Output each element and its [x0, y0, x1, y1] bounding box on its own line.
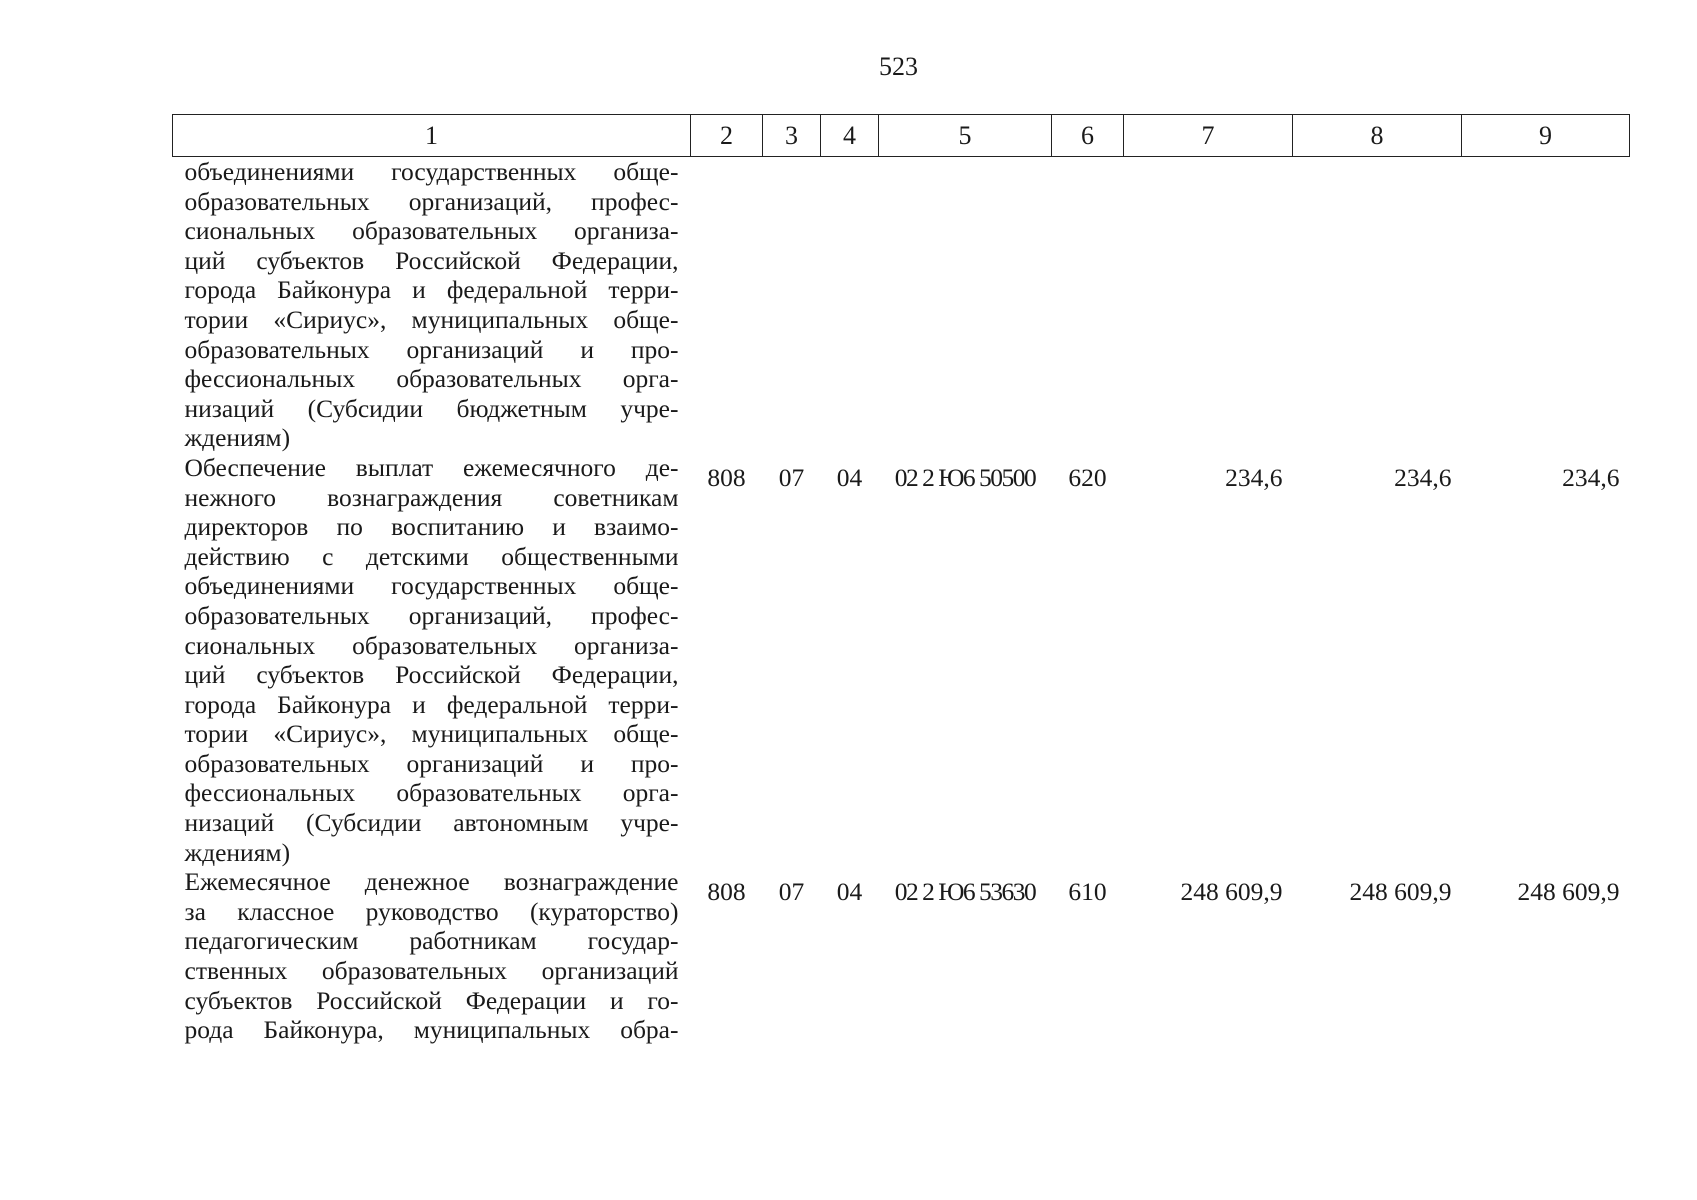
description-line: субъектов Российской Федерации и го- — [184, 985, 679, 1015]
column-header-7: 7 — [1124, 115, 1293, 157]
description-line: образовательных организаций и про- — [184, 334, 679, 364]
amount-col-7: 234,6 — [1225, 462, 1283, 492]
description-line: сиональных образовательных организа- — [184, 630, 679, 660]
column-header-8: 8 — [1293, 115, 1462, 157]
description-line: тории «Сириус», муниципальных обще- — [184, 304, 679, 334]
description-line: города Байконура и федеральной терри- — [184, 275, 679, 305]
column-header-6: 6 — [1052, 115, 1124, 157]
target-article-code — [879, 157, 1052, 453]
description-line: Ежемесячное денежное вознаграждение — [184, 867, 679, 897]
description-line: тории «Сириус», муниципальных обще- — [184, 719, 679, 749]
description-line: фессиональных образовательных орга- — [184, 364, 679, 394]
amount-col-7: 248 609,9 — [1180, 877, 1283, 907]
target-article-code: 02 2 Ю6 50500 — [894, 462, 1036, 492]
table-row — [173, 867, 1630, 1045]
description-line: действию с детскими общественными — [184, 541, 679, 571]
expense-type-code: 610 — [1068, 877, 1107, 907]
ministry-code: 808 — [707, 877, 746, 907]
description-line: Обеспечение выплат ежемесячного де- — [184, 452, 679, 482]
description-line: рода Байконура, муниципальных обра- — [184, 1015, 679, 1045]
expense-type-code — [1052, 157, 1124, 453]
subsection-code — [821, 157, 879, 453]
budget-table — [172, 114, 1630, 1045]
description-line: низаций (Субсидии автономным учре- — [184, 808, 679, 838]
target-article-code: 02 2 Ю6 53630 — [894, 877, 1036, 907]
table-row — [173, 157, 1630, 453]
header-row — [173, 115, 1630, 157]
amount-col-8: 234,6 — [1394, 462, 1452, 492]
description-line: ций субъектов Российской Федерации, — [184, 660, 679, 690]
row-description — [173, 867, 691, 1045]
subsection-code: 04 — [836, 462, 863, 492]
amount-col-9: 234,6 — [1562, 462, 1620, 492]
amount-col-9 — [1462, 157, 1630, 453]
description-line: низаций (Субсидии бюджетным учре- — [184, 393, 679, 423]
description-line: ждениям) — [184, 837, 291, 867]
expense-type-code: 620 — [1068, 462, 1107, 492]
column-header-5: 5 — [879, 115, 1052, 157]
table-row — [173, 453, 1630, 867]
column-header-1: 1 — [173, 115, 691, 157]
description-line: за классное руководство (кураторство) — [184, 896, 679, 926]
description-line: образовательных организаций, профес- — [184, 600, 679, 630]
description-line: ций субъектов Российской Федерации, — [184, 245, 679, 275]
description-line: нежного вознаграждения советникам — [184, 482, 679, 512]
column-header-4: 4 — [821, 115, 879, 157]
description-line: сиональных образовательных организа- — [184, 216, 679, 246]
amount-col-8: 248 609,9 — [1349, 877, 1452, 907]
subsection-code: 04 — [836, 877, 863, 907]
section-code: 07 — [778, 877, 805, 907]
ministry-code — [691, 157, 763, 453]
section-code: 07 — [778, 462, 805, 492]
row-description — [173, 453, 691, 867]
description-line: директоров по воспитанию и взаимо- — [184, 512, 679, 542]
description-line: фессиональных образовательных орга- — [184, 778, 679, 808]
column-header-3: 3 — [763, 115, 821, 157]
description-line: ждениям) — [184, 423, 291, 453]
description-line: города Байконура и федеральной терри- — [184, 689, 679, 719]
amount-col-8 — [1293, 157, 1462, 453]
description-line: образовательных организаций, профес- — [184, 186, 679, 216]
description-line: образовательных организаций и про- — [184, 748, 679, 778]
amount-col-9: 248 609,9 — [1517, 877, 1620, 907]
description-line: педагогическим работникам государ- — [184, 926, 679, 956]
row-description — [173, 157, 691, 453]
column-header-9: 9 — [1462, 115, 1630, 157]
description-line: объединениями государственных обще- — [184, 571, 679, 601]
section-code — [763, 157, 821, 453]
description-line: ственных образовательных организаций — [184, 956, 679, 986]
column-header-2: 2 — [691, 115, 763, 157]
amount-col-7 — [1124, 157, 1293, 453]
page-number: 523 — [879, 52, 918, 81]
ministry-code: 808 — [707, 462, 746, 492]
description-line: объединениями государственных обще- — [184, 157, 679, 186]
